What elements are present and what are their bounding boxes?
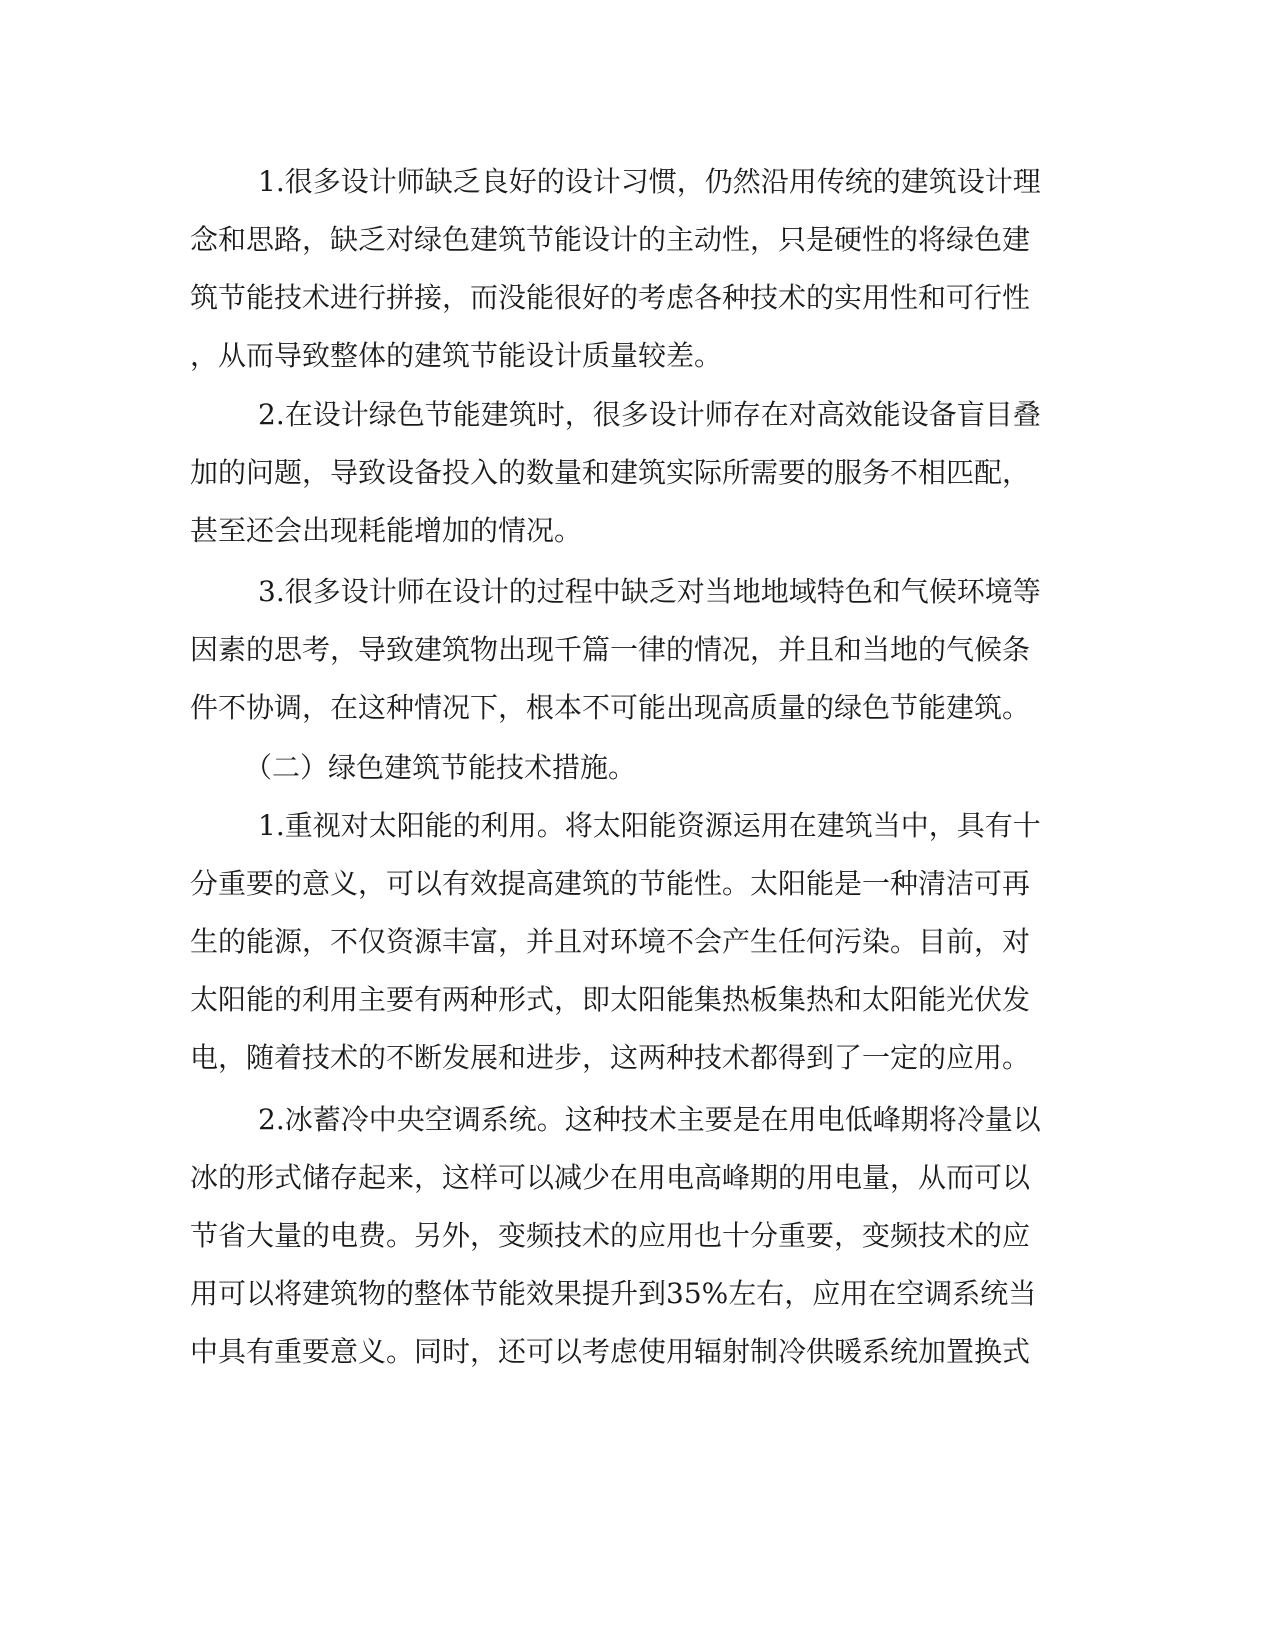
text-line: ，从而导致整体的建筑节能设计质量较差。: [190, 339, 723, 372]
text-line: 念和思路，缺乏对绿色建筑节能设计的主动性，只是硬性的将绿色建: [190, 223, 1031, 256]
text-line: 筑节能技术进行拼接，而没能很好的考虑各种技术的实用性和可行性: [190, 281, 1031, 314]
text-line: 3.很多设计师在设计的过程中缺乏对当地地域特色和气候环境等: [258, 575, 1041, 608]
text-line: 电，随着技术的不断发展和进步，这两种技术都得到了一定的应用。: [190, 1041, 1031, 1074]
text-line: 甚至还会出现耗能增加的情况。: [190, 514, 583, 547]
text-line: 2.冰蓄冷中央空调系统。这种技术主要是在用电低峰期将冷量以: [258, 1103, 1041, 1136]
text-line: 1.重视对太阳能的利用。将太阳能资源运用在建筑当中，具有十: [258, 809, 1041, 842]
text-line: 加的问题，导致设备投入的数量和建筑实际所需要的服务不相匹配，: [190, 456, 1031, 489]
text-line: 冰的形式储存起来，这样可以减少在用电高峰期的用电量，从而可以: [190, 1161, 1031, 1194]
text-line: 1.很多设计师缺乏良好的设计习惯，仍然沿用传统的建筑设计理: [258, 165, 1041, 198]
text-line: 太阳能的利用主要有两种形式，即太阳能集热板集热和太阳能光伏发: [190, 983, 1031, 1016]
text-line: 节省大量的电费。另外，变频技术的应用也十分重要，变频技术的应: [190, 1219, 1031, 1252]
section-heading: （二）绿色建筑节能技术措施。: [244, 751, 637, 784]
text-line: 中具有重要意义。同时，还可以考虑使用辐射制冷供暖系统加置换式: [190, 1335, 1031, 1368]
text-line: 2.在设计绿色节能建筑时，很多设计师存在对高效能设备盲目叠: [258, 398, 1041, 431]
text-line: 分重要的意义，可以有效提高建筑的节能性。太阳能是一种清洁可再: [190, 867, 1031, 900]
text-line: 因素的思考，导致建筑物出现千篇一律的情况，并且和当地的气候条: [190, 633, 1031, 666]
text-line: 件不协调，在这种情况下，根本不可能出现高质量的绿色节能建筑。: [190, 691, 1031, 724]
text-line: 用可以将建筑物的整体节能效果提升到35%左右，应用在空调系统当: [190, 1277, 1037, 1310]
text-line: 生的能源，不仅资源丰富，并且对环境不会产生任何污染。目前，对: [190, 925, 1031, 958]
